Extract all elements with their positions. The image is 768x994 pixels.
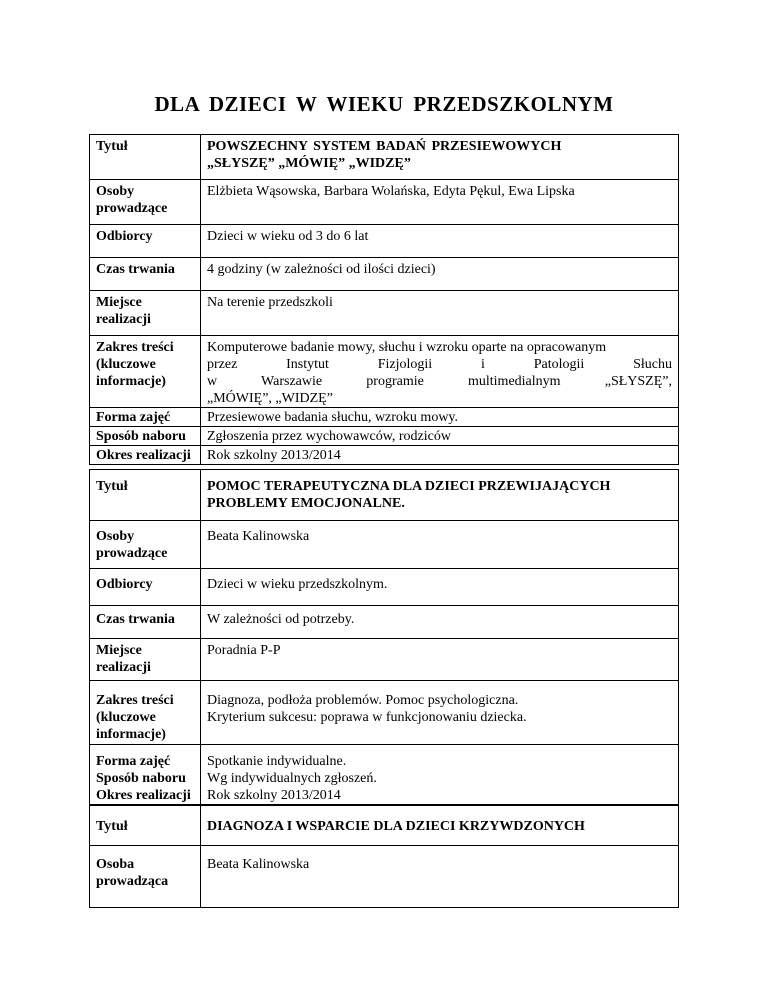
program-table-1 — [89, 134, 679, 465]
program-scope-line1: Diagnoza, podłoża problemów. Pomoc psychologiczna. — [207, 693, 519, 708]
program-scope-line2: Kryterium sukcesu: poprawa w funkcjonowaniu dziecka. — [207, 710, 527, 725]
program-form: Spotkanie indywidualne. — [207, 754, 347, 769]
label-persons: Osoby prowadzące — [90, 180, 201, 225]
program-recipients: Dzieci w wieku przedszkolnym. — [201, 569, 679, 606]
program-scope-line1: Komputerowe badanie mowy, słuchu i wzroku oparte na opracowanym — [207, 340, 607, 355]
label-title: Tytuł — [90, 135, 201, 180]
program-recipients: Dzieci w wieku od 3 do 6 lat — [201, 225, 679, 258]
program-period: Rok szkolny 2013/2014 — [207, 788, 341, 803]
program-table-3 — [89, 805, 679, 908]
program-scope — [201, 681, 679, 745]
program-title-line2: „SŁYSZĘ” „MÓWIĘ” „WIDZĘ” — [207, 156, 411, 171]
program-title-line2: PROBLEMY EMOCJONALNE. — [207, 496, 405, 511]
label-form: Forma zajęć — [96, 754, 171, 769]
label-duration: Czas trwania — [90, 258, 201, 291]
program-place: Na terenie przedszkoli — [201, 291, 679, 336]
label-period: Okres realizacji — [90, 446, 201, 465]
label-form-group — [90, 745, 201, 805]
label-period: Okres realizacji — [96, 788, 191, 803]
label-title: Tytuł — [90, 806, 201, 846]
label-place: Miejsce realizacji — [90, 639, 201, 681]
label-recipients: Odbiorcy — [90, 225, 201, 258]
label-recipients: Odbiorcy — [90, 569, 201, 606]
label-place: Miejsce realizacji — [90, 291, 201, 336]
program-place: Poradnia P-P — [201, 639, 679, 681]
program-form-group — [201, 745, 679, 805]
program-scope-line4: „MÓWIĘ”, „WIDZĘ” — [207, 391, 333, 406]
program-scope — [201, 336, 679, 408]
program-title-line1: POMOC TERAPEUTYCZNA DLA DZIECI PRZEWIJAJĄCYCH — [207, 479, 611, 494]
program-duration: W zależności od potrzeby. — [201, 606, 679, 639]
label-persons: Osoby prowadzące — [90, 521, 201, 569]
label-title: Tytuł — [90, 470, 201, 521]
program-title — [201, 135, 679, 180]
label-recruitment: Sposób naboru — [90, 427, 201, 446]
program-duration: 4 godziny (w zależności od ilości dzieci) — [201, 258, 679, 291]
program-period: Rok szkolny 2013/2014 — [201, 446, 679, 465]
program-persons: Beata Kalinowska — [201, 521, 679, 569]
program-form: Przesiewowe badania słuchu, wzroku mowy. — [201, 408, 679, 427]
label-form: Forma zajęć — [90, 408, 201, 427]
label-persons: Osoba prowadząca — [90, 846, 201, 908]
program-scope-line2: przez Instytut Fizjologii i Patologii Słuchu — [207, 357, 672, 372]
program-title-line1: POWSZECHNY SYSTEM BADAŃ PRZESIEWOWYCH — [207, 139, 562, 154]
label-scope: Zakres treści (kluczowe informacje) — [90, 336, 201, 408]
label-scope: Zakres treści (kluczowe informacje) — [90, 681, 201, 745]
program-title — [201, 470, 679, 521]
program-scope-line3: w Warszawie programie multimedialnym „SŁYSZĘ”, — [207, 374, 672, 389]
label-duration: Czas trwania — [90, 606, 201, 639]
program-recruitment: Zgłoszenia przez wychowawców, rodziców — [201, 427, 679, 446]
program-persons: Elżbieta Wąsowska, Barbara Wolańska, Edyta Pękul, Ewa Lipska — [201, 180, 679, 225]
program-recruitment: Wg indywidualnych zgłoszeń. — [207, 771, 377, 786]
page-title: DLA DZIECI W WIEKU PRZEDSZKOLNYM — [154, 92, 614, 116]
program-persons: Beata Kalinowska — [201, 846, 679, 908]
label-recruitment: Sposób naboru — [96, 771, 186, 786]
program-table-2 — [89, 469, 679, 805]
program-title: DIAGNOZA I WSPARCIE DLA DZIECI KRZYWDZONYCH — [201, 806, 679, 846]
